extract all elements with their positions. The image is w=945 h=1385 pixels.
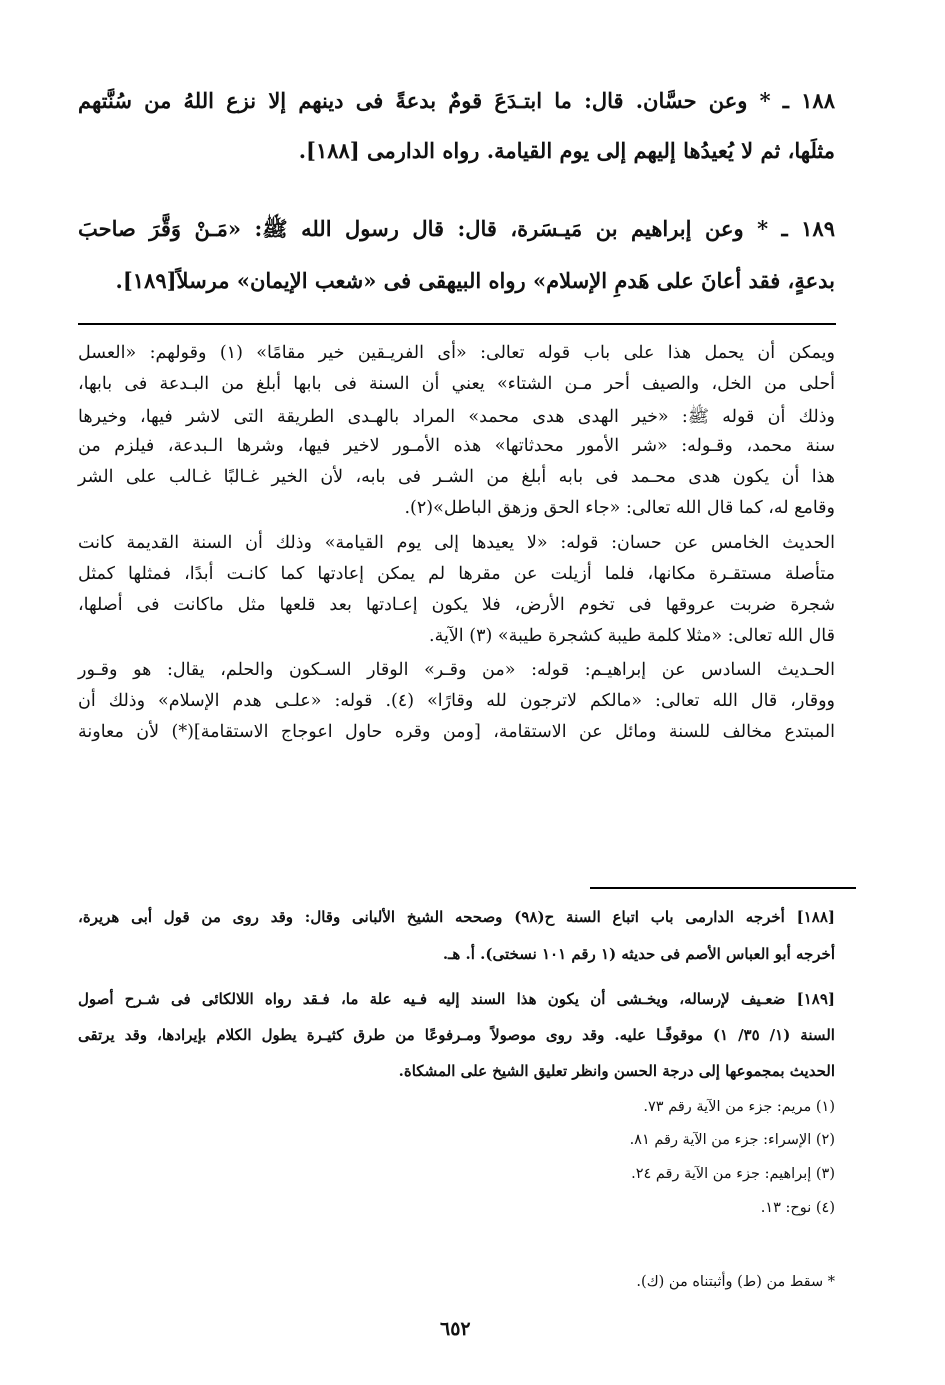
commentary-line: وقامع له، كما قال الله تعالى: «جاء الحق وزهق الباطل»(٢). [404,498,835,518]
footnote-line: الحديث بمجموعها إلى درجة الحسن وانظر تعليق الشيخ على المشكاة. [398,1062,835,1080]
verse-ref: (٣) إبراهيم: جزء من الآية رقم ٢٤. [631,1166,835,1182]
footnote-line: [١٨٩] ضعـيف لإرساله، ويخـشى أن يكون هذا السند إليه فـيه علة ما، فـقد رواه اللالكائى فى شـرح أصول [78,990,835,1008]
commentary-line: المبتدع مخالف للسنة ومائل عن الاستقامة، [ومن وقره حاول اعوجاج الاستقامة](*) لأن معاونة [78,722,835,742]
hadith-189-line-2: بدعةٍ، فقد أعانَ على هَدمِ الإسلام» رواه البيهقى فى «شعب الإيمان» مرسلاً[١٨٩]. [115,268,835,293]
commentary-line: ويمكن أن يحمل هذا على باب قوله تعالى: «أى الفريـقين خير مقامًا» (١) وقولهم: «العسل [78,343,835,363]
commentary-line: قال الله تعالى: «مثلا كلمة طيبة كشجرة طيبة» (٣) الآية. [429,626,835,646]
hadith-188-line-2: مثلَها، ثم لا يُعيدُها إليهم إلى يوم القيامة. رواه الدارمى [١٨٨]. [298,138,835,163]
asterisk-note: * سقط من (ط) وأثبتناه من (ك). [636,1274,835,1290]
commentary-line: شجرة ضربت عروقها فى تخوم الأرض، فلا يكون إعـادتها بعد قلعها مثل ماكانت فى أصلها، [78,595,835,615]
commentary-line: الحديث الخامس عن حسان: قوله: «لا يعيدها إلى يوم القيامة» وذلك أن السنة القديمة كانت [78,533,835,553]
footnote-line: أخرجه أبو العباس الأصم فى حديثه (١ رقم ١٠١ نسختى). أ. هـ. [442,945,835,963]
commentary-line: ووقار، قال الله تعالى: «مالكم لاترجون لله وقارًا» (٤). قوله: «علـى هدم الإسلام» وذلك أن [78,691,836,711]
commentary-line: هذا أن يكون هدى محـمد فى بابه أبلغ من الشـر فى بابه، لأن الخير غـالبًا غـالب على الشر [78,467,835,487]
footnote-line: السنة (١/ ٣٥/ ١) موقوفًـا عليه. وقد روى موصولاً ومـرفوعًا من طرق كثيـرة يطول الكلام بإيرادها، وقد يرتقى [78,1026,835,1044]
commentary-line: سنة محمد، وقـوله: «شر الأمور محدثاتها» هذه الأمـور لاخير فيها، وشرها الـبدعة، فيلزم من [78,436,835,456]
page-number: ٦٥٢ [440,1318,471,1340]
commentary-line: أحلى من الخل، والصيف أحر مـن الشتاء» يعني أن السنة فى بابها أبلغ من البـدعة فى بابها، [78,374,835,394]
footnote-line: [١٨٨] أخرجه الدارمى باب اتباع السنة ح(٩٨) وصححه الشيخ الألبانى وقال: وقد روى من قول أبى هريرة، [78,908,835,926]
commentary-line: الحـديث السادس عن إبراهيـم: قوله: «من وقـر» الوقار السـكون والحلم، يقال: هو وقـور [78,660,835,680]
verse-ref: (٤) نوح: ١٣. [760,1200,835,1216]
commentary-line: وذلك أن قوله ﷺ: «خير الهدى هدى محمد» المراد بالهـدى الطريقة التى لاشر فيها، وخيرها [78,407,835,427]
verse-ref: (٢) الإسراء: جزء من الآية رقم ٨١. [629,1132,835,1148]
section-divider [78,323,836,325]
hadith-188-line-1: ١٨٨ ـ * وعن حسَّان. قال: ما ابتـدَعَ قومٌ بدعةً فى دينهم إلا نزع اللهُ من سُنَّتهم [78,88,835,113]
verse-ref: (١) مريم: جزء من الآية رقم ٧٣. [643,1099,835,1115]
footnote-divider [590,887,856,889]
commentary-line: متأصلة مستقـرة مكانها، فلما أزيلت عن مقرها لم يمكن إعادتها كما كانـت أبدًا، فمثلها كمثل [78,564,835,584]
hadith-189-line-1: ١٨٩ ـ * وعن إبراهيم بن مَيـسَرة، قال: قال رسول الله ﷺ: «مَـنْ وَقَّرَ صاحبَ [78,216,835,241]
